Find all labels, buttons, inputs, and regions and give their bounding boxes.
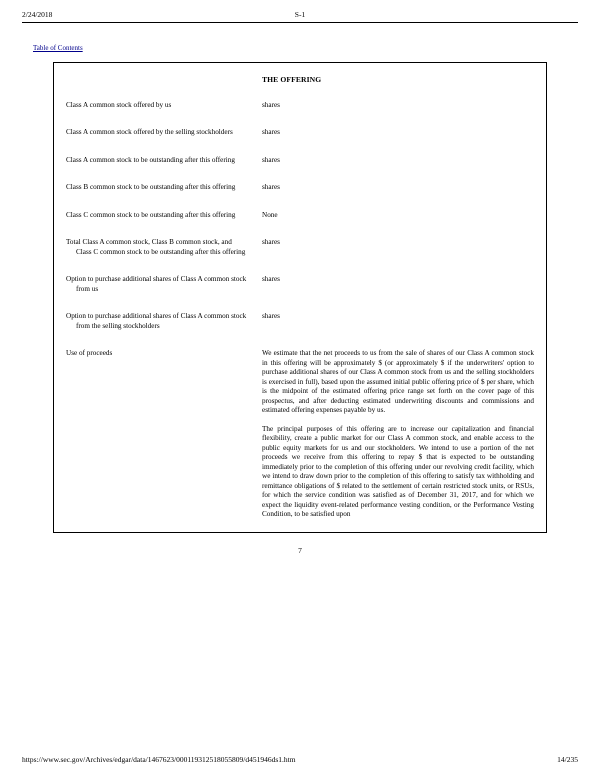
row-value: None — [262, 210, 278, 219]
row-value: shares — [262, 155, 280, 164]
offering-table — [54, 63, 546, 532]
row-value-cell — [256, 340, 546, 532]
page-header — [22, 10, 578, 19]
row-value-cell — [256, 174, 546, 202]
use-of-proceeds-paragraph-2: The principal purposes of this offering are to increase our capitalization and financial flexibility, create a public market for our Class A common stock, and enable access to the public equity markets for us and our stockholders. We intend to use a portion of the net proceeds we receive from this offering to repay $ that is expected to be outstanding immediately prior to the completion of this offering under our revolving credit facility, which we intend to draw down prior to the completion of this offering to satisfy tax withholding and remittance obligations of $ related to the settlement of certain restricted stock units, or RSUs, for which the service condition was satisfied as of December 31, 2017, and for which we expect the liquidity event-related performance vesting condition, or the Performance Vesting Condition, to be satisfied upon — [262, 424, 534, 518]
table-row — [54, 147, 546, 175]
table-row — [54, 92, 546, 120]
row-value-cell — [256, 202, 546, 230]
row-label: Use of proceeds — [66, 349, 113, 357]
table-row — [54, 266, 546, 303]
row-value: shares — [262, 128, 280, 136]
table-row — [54, 303, 546, 340]
table-of-contents-link[interactable]: Table of Contents — [33, 44, 83, 52]
row-label: Class A common stock to be outstanding after this offering — [66, 155, 235, 164]
offering-title-row — [54, 63, 546, 92]
row-label-cell — [54, 340, 256, 532]
use-of-proceeds-paragraph-1: We estimate that the net proceeds to us from the sale of shares of our Class A common stock in this offering will be approximately $ (or approximately $ if the underwriters' option to purchase additional shares of our Class A common stock from us and the selling stockholders is exercised in full), based upon the assumed initial public offering price of $ per share, which is the midpoint of the estimated offering price range set forth on the cover page of this prospectus, and after deducting estimated underwriting discounts and commissions and estimated offering expenses payable by us. — [262, 349, 534, 414]
row-label-cell — [54, 303, 256, 340]
offering-title-cell — [256, 63, 546, 92]
header-divider — [22, 22, 578, 23]
row-label: Total Class A common stock, Class B common stock, and Class C common stock to be outstanding after this offering — [66, 238, 246, 256]
row-value-cell — [256, 303, 546, 340]
row-value-cell — [256, 92, 546, 120]
offering-title: THE OFFERING — [262, 75, 322, 84]
row-label: Option to purchase additional shares of Class A common stock from us — [66, 275, 247, 293]
row-label-cell — [54, 119, 256, 147]
row-label-cell — [54, 92, 256, 120]
row-label: Class A common stock offered by us — [66, 100, 172, 109]
row-label-cell — [54, 174, 256, 202]
table-row — [54, 174, 546, 202]
page-footer — [22, 755, 578, 764]
table-row — [54, 119, 546, 147]
row-value: shares — [262, 238, 280, 246]
row-value: shares — [262, 275, 280, 283]
table-row — [54, 229, 546, 266]
row-value-cell — [256, 266, 546, 303]
row-value: shares — [262, 183, 280, 191]
table-row — [54, 202, 546, 230]
footer-source-url: https://www.sec.gov/Archives/edgar/data/1467623/000119312518055809/d451946ds1.htm — [22, 755, 296, 764]
header-document-label: S-1 — [294, 10, 306, 19]
row-label-cell — [54, 147, 256, 175]
table-row-use-of-proceeds — [54, 340, 546, 532]
row-label-cell — [54, 229, 256, 266]
row-label: Class C common stock to be outstanding after this offering — [66, 210, 236, 219]
row-value-cell — [256, 229, 546, 266]
row-value-cell — [256, 119, 546, 147]
page-number: 7 — [298, 546, 302, 555]
row-label-cell — [54, 202, 256, 230]
row-label-cell — [54, 266, 256, 303]
row-value-cell — [256, 147, 546, 175]
offering-table-container — [53, 62, 547, 533]
row-label: Class A common stock offered by the selling stockholders — [66, 128, 233, 136]
row-label: Class B common stock to be outstanding after this offering — [66, 183, 236, 191]
footer-page-count: 14/235 — [557, 755, 578, 764]
header-date: 2/24/2018 — [22, 10, 53, 19]
row-label: Option to purchase additional shares of Class A common stock from the selling stockholders — [66, 312, 247, 330]
row-value: shares — [262, 312, 280, 320]
offering-title-spacer — [54, 63, 256, 92]
row-value: shares — [262, 100, 280, 109]
